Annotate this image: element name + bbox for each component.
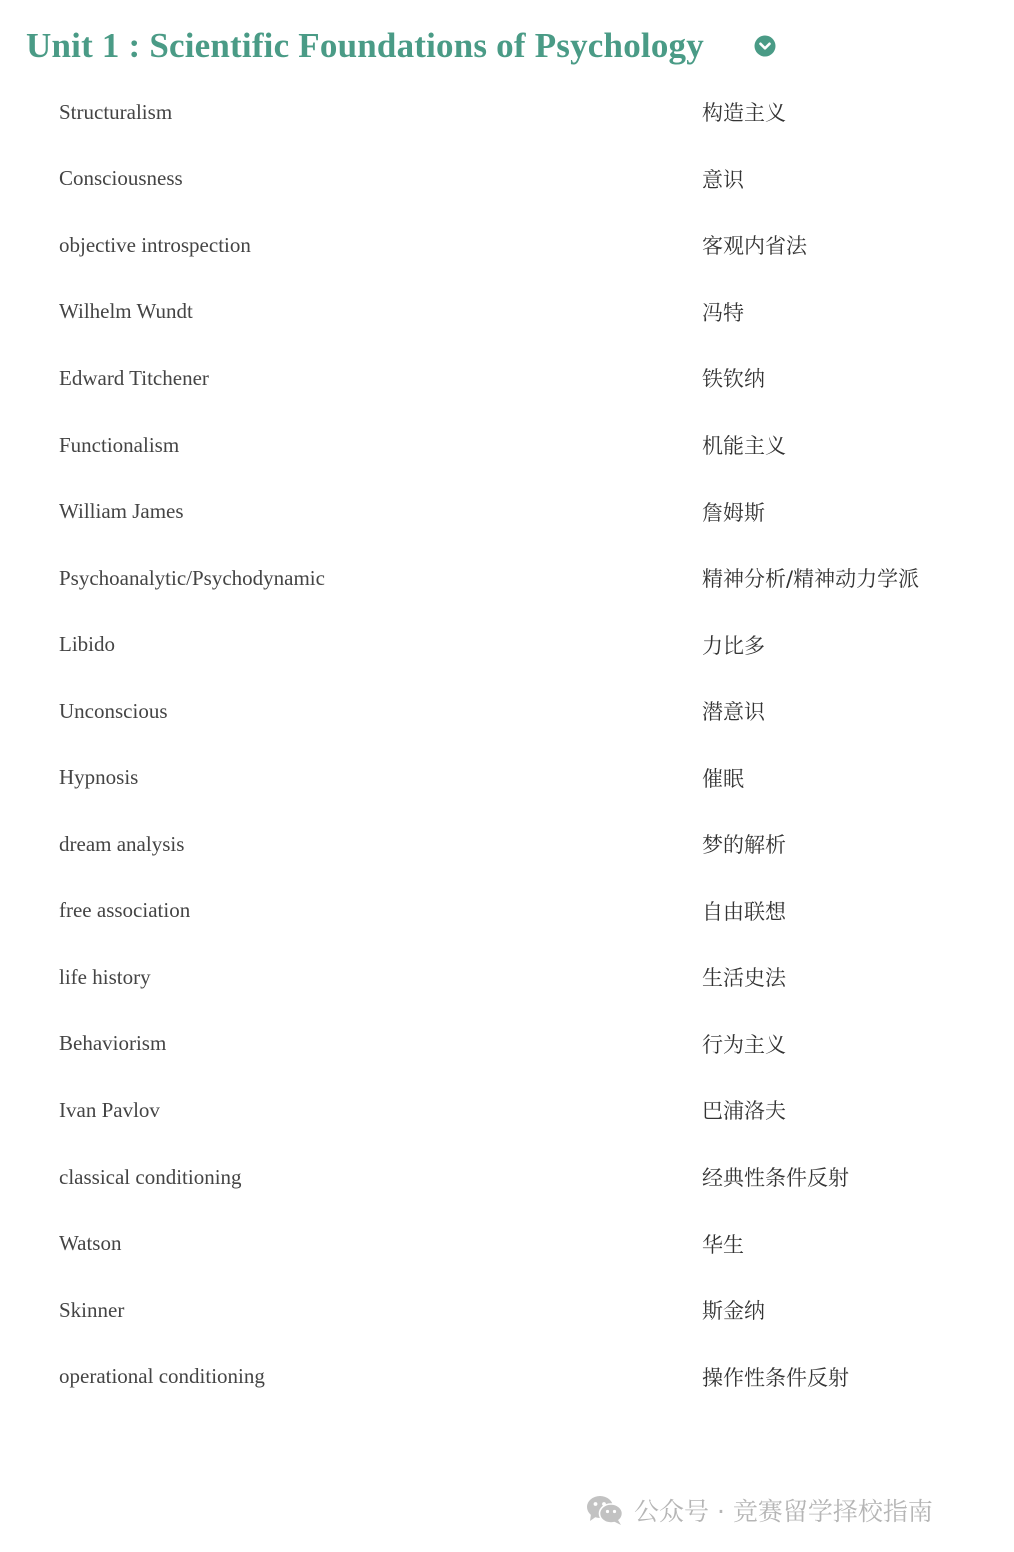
vocabulary-list — [0, 79, 1014, 1410]
term-chinese: 机能主义 — [702, 434, 786, 458]
vocab-row — [0, 1011, 1014, 1078]
vocab-row — [0, 79, 1014, 146]
term-english: Edward Titchener — [59, 365, 209, 390]
vocab-row — [0, 146, 1014, 213]
term-chinese: 客观内省法 — [702, 234, 807, 259]
vocab-row — [0, 1210, 1014, 1277]
term-english: Behaviorism — [59, 1031, 167, 1056]
vocab-row — [0, 1144, 1014, 1211]
term-english: Wilhelm Wundt — [59, 299, 193, 324]
vocab-row — [0, 1343, 1014, 1410]
term-chinese: 巴浦洛夫 — [702, 1099, 786, 1124]
term-chinese: 华生 — [702, 1232, 744, 1257]
vocab-row — [0, 744, 1014, 811]
term-chinese: 构造主义 — [702, 101, 786, 126]
term-chinese: 生活史法 — [702, 966, 786, 991]
vocab-row — [0, 811, 1014, 878]
term-english: Watson — [59, 1231, 122, 1256]
term-english: Skinner — [59, 1297, 125, 1322]
wechat-icon — [586, 1494, 624, 1526]
term-chinese: 斯金纳 — [702, 1299, 765, 1324]
term-chinese: 冯特 — [702, 300, 744, 325]
term-english: Ivan Pavlov — [59, 1097, 160, 1122]
unit-title: Unit 1 : Scientific Foundations of Psychology — [26, 26, 704, 65]
vocab-row — [0, 478, 1014, 545]
vocab-row — [0, 1077, 1014, 1144]
vocab-row — [0, 279, 1014, 346]
vocab-row — [0, 878, 1014, 945]
vocab-row — [0, 1277, 1014, 1344]
watermark — [586, 1490, 933, 1530]
term-chinese: 精神分析/精神动力学派 — [702, 567, 920, 592]
term-english: Libido — [59, 632, 115, 657]
term-chinese: 力比多 — [702, 633, 765, 658]
term-chinese: 行为主义 — [702, 1032, 786, 1057]
term-chinese: 意识 — [702, 167, 744, 192]
watermark-text: 公众号 · 竞赛留学择校指南 — [634, 1497, 933, 1526]
term-english: free association — [59, 898, 191, 923]
vocab-row — [0, 545, 1014, 612]
term-english: life history — [59, 964, 151, 989]
term-english: Unconscious — [59, 698, 168, 723]
vocab-row — [0, 345, 1014, 412]
term-chinese: 铁钦纳 — [702, 367, 765, 392]
term-chinese: 潜意识 — [702, 700, 765, 725]
term-chinese: 操作性条件反射 — [702, 1365, 849, 1390]
unit-header — [26, 22, 776, 70]
term-english: Consciousness — [59, 166, 183, 191]
term-chinese: 梦的解析 — [702, 833, 786, 858]
term-english: classical conditioning — [59, 1164, 242, 1189]
term-english: Psychoanalytic/Psychodynamic — [59, 565, 325, 590]
term-chinese: 自由联想 — [702, 899, 786, 924]
term-english: Structuralism — [59, 99, 173, 124]
term-english: William James — [59, 499, 184, 524]
vocab-row — [0, 611, 1014, 678]
vocab-row — [0, 678, 1014, 745]
vocab-row — [0, 212, 1014, 279]
chevron-down-circle-icon[interactable] — [754, 35, 776, 57]
term-english: Functionalism — [59, 432, 180, 457]
term-english: operational conditioning — [59, 1364, 265, 1389]
vocab-row — [0, 944, 1014, 1011]
term-chinese: 催眠 — [702, 766, 744, 791]
vocab-row — [0, 412, 1014, 479]
term-english: Hypnosis — [59, 765, 139, 790]
term-chinese: 詹姆斯 — [702, 500, 765, 525]
term-english: objective introspection — [59, 232, 251, 257]
term-chinese: 经典性条件反射 — [702, 1166, 849, 1191]
term-english: dream analysis — [59, 831, 185, 856]
